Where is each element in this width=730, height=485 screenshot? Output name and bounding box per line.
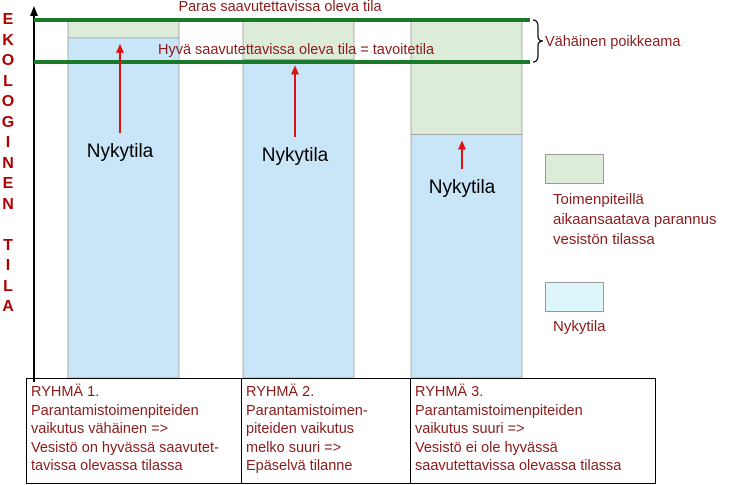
axis-letter: K: [2, 31, 14, 49]
current-state-bar-1: [68, 38, 179, 378]
group-3-text: RYHMÄ 3. Parantamistoimenpiteiden vaikutus suuri => Vesistö ei ole hyvässä saavutettavissa olevassa tilassa: [415, 384, 622, 474]
legend-swatch-improvement: [545, 154, 604, 184]
current-state-bar-3: [411, 135, 522, 378]
axis-letter: A: [2, 298, 14, 315]
deviation-brace: [533, 20, 543, 62]
axis-letter: E: [2, 175, 14, 192]
group-2-box: [241, 378, 411, 484]
legend-swatch-current: [545, 282, 604, 312]
current-state-label-3: Nykytila: [428, 177, 496, 198]
improvement-bar-1: [68, 20, 179, 38]
best-achievable-label: Paras saavutettavissa oleva tila: [178, 0, 382, 15]
axis-letter: N: [2, 195, 14, 213]
axis-letter: I: [5, 134, 11, 151]
axis-letter: L: [3, 277, 13, 295]
axis-letter: I: [5, 257, 11, 274]
legend-label-current: Nykytila: [553, 318, 606, 335]
axis-letter: L: [3, 72, 13, 90]
y-axis-arrowhead: [30, 6, 38, 16]
axis-letter: O: [1, 52, 15, 69]
deviation-label: Vähäinen poikkeama: [545, 34, 681, 50]
group-1-text: RYHMÄ 1. Parantamistoimenpiteiden vaikutus vähäinen => Vesistö on hyvässä saavutet- tavissa olevassa tilassa: [31, 384, 219, 474]
group-3-box: [410, 378, 656, 484]
axis-letter: O: [1, 93, 15, 110]
axis-letter: [0, 215, 16, 236]
ecological-status-axis-label: [0, 10, 16, 318]
axis-letter: G: [1, 113, 15, 131]
improvement-bar-3: [411, 20, 522, 135]
axis-letter: N: [2, 154, 14, 172]
group-2-text: RYHMÄ 2. Parantamistoimen- piteiden vaikutus melko suuri => Epäselvä tilanne: [246, 384, 368, 474]
current-state-bar-2: [243, 59, 354, 378]
axis-letter: T: [3, 236, 13, 254]
current-state-label-1: Nykytila: [86, 141, 154, 162]
axis-letter: E: [2, 11, 14, 28]
legend-label-improvement: Toimenpiteillä aikaansaatava parannus vesistön tilassa: [553, 191, 717, 248]
good-status-label: Hyvä saavutettavissa oleva tila = tavoitetila: [157, 42, 435, 58]
group-1-box: [26, 378, 242, 484]
current-state-label-2: Nykytila: [261, 145, 329, 166]
